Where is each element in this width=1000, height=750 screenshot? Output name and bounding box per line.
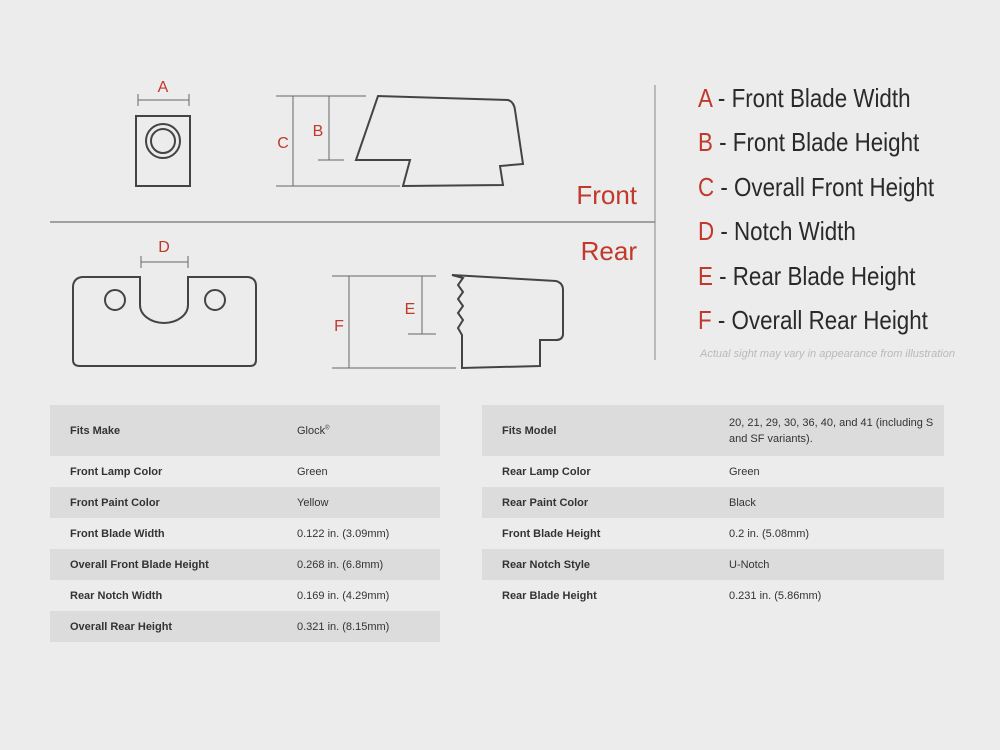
spec-label: Rear Notch Width: [70, 589, 163, 602]
table-row: [50, 580, 440, 611]
spec-label: Front Blade Height: [502, 527, 601, 540]
spec-label: Rear Blade Height: [502, 589, 597, 602]
legend-key: C: [698, 171, 715, 202]
spec-value-line: and SF variants).: [729, 432, 813, 445]
spec-label: Overall Front Blade Height: [50, 549, 277, 580]
spec-table-right: [482, 405, 944, 611]
spec-value: 0.169 in. (4.29mm): [297, 589, 390, 602]
spec-value: 0.2 in. (5.08mm): [729, 527, 810, 540]
spec-label: Fits Make: [50, 405, 277, 456]
table-row: [50, 405, 440, 456]
dimension-e: [405, 276, 436, 334]
table-row: [482, 518, 944, 549]
legend-text: - Front Blade Width: [711, 83, 911, 113]
spec-label: Front Lamp Color: [70, 465, 163, 478]
spec-label: Rear Lamp Color: [502, 465, 591, 478]
legend-text: - Overall Front Height: [714, 171, 935, 202]
spec-label: Rear Notch Style: [482, 549, 709, 580]
legend-item-e: [698, 256, 952, 300]
legend-key: F: [698, 304, 712, 335]
illustration-disclaimer: Actual sight may vary in appearance from illustration: [700, 348, 955, 360]
legend-key: A: [698, 83, 712, 113]
legend-text: - Rear Blade Height: [712, 260, 916, 291]
dimension-a-label: A: [157, 79, 169, 96]
spec-value: Black: [709, 487, 944, 518]
dimension-c: [276, 96, 400, 186]
spec-label: Fits Model: [482, 405, 709, 456]
legend-item-d: [698, 211, 952, 255]
spec-value: Green: [729, 465, 760, 478]
table-row: [50, 518, 440, 549]
legend-key: D: [698, 216, 715, 247]
dimension-b-label: B: [312, 123, 324, 140]
legend-key: B: [698, 127, 713, 158]
spec-value: 0.231 in. (5.86mm): [729, 589, 822, 602]
registered-mark: ®: [325, 424, 330, 431]
legend-text: - Overall Rear Height: [711, 304, 928, 335]
spec-label: Front Paint Color: [50, 487, 277, 518]
dimension-c-label: C: [277, 135, 289, 152]
spec-value: 0.268 in. (6.8mm): [277, 549, 440, 580]
spec-value-line: 20, 21, 29, 30, 36, 40, and 41 (including S: [729, 416, 934, 429]
spec-label: Front Blade Width: [70, 527, 165, 540]
legend-text: - Notch Width: [714, 216, 856, 247]
spec-value-text: Glock: [297, 424, 326, 437]
dimension-e-label: E: [404, 301, 416, 318]
spec-value: U-Notch: [709, 549, 944, 580]
table-row: [482, 405, 944, 456]
front-sight-side-view: [356, 96, 523, 186]
table-row: [482, 549, 944, 580]
table-row: [482, 487, 944, 518]
spec-value: 0.122 in. (3.09mm): [297, 527, 390, 540]
dimension-a: [138, 79, 189, 106]
legend-text: - Front Blade Height: [712, 127, 920, 158]
dimension-d-label: D: [158, 239, 170, 256]
table-row: [50, 487, 440, 518]
table-row: [50, 611, 440, 642]
front-section-label: Front: [576, 180, 637, 210]
dimension-d: [141, 239, 188, 268]
dimension-b: [313, 96, 344, 160]
legend-item-f: [698, 300, 952, 344]
spec-label: Overall Rear Height: [50, 611, 277, 642]
rear-section-label: Rear: [580, 236, 637, 266]
dimension-legend: [698, 78, 993, 344]
table-row: [482, 580, 944, 611]
spec-value: 0.321 in. (8.15mm): [277, 611, 440, 642]
spec-value: Green: [297, 465, 328, 478]
spec-value: [277, 405, 440, 456]
legend-item-b: [698, 122, 952, 166]
spec-table-left: [50, 405, 440, 642]
dimension-f: [332, 276, 456, 368]
table-row: [50, 549, 440, 580]
spec-value: [709, 405, 944, 456]
spec-value: Yellow: [277, 487, 440, 518]
legend-item-c: [698, 167, 952, 211]
front-sight-end-view: [136, 116, 190, 186]
rear-sight-end-view: [73, 277, 256, 366]
spec-label: Rear Paint Color: [482, 487, 709, 518]
table-row: [50, 456, 440, 487]
legend-item-a: [698, 78, 952, 122]
table-row: [482, 456, 944, 487]
rear-sight-side-view: [452, 275, 563, 368]
dimension-f-label: F: [334, 318, 344, 335]
legend-key: E: [698, 260, 713, 291]
